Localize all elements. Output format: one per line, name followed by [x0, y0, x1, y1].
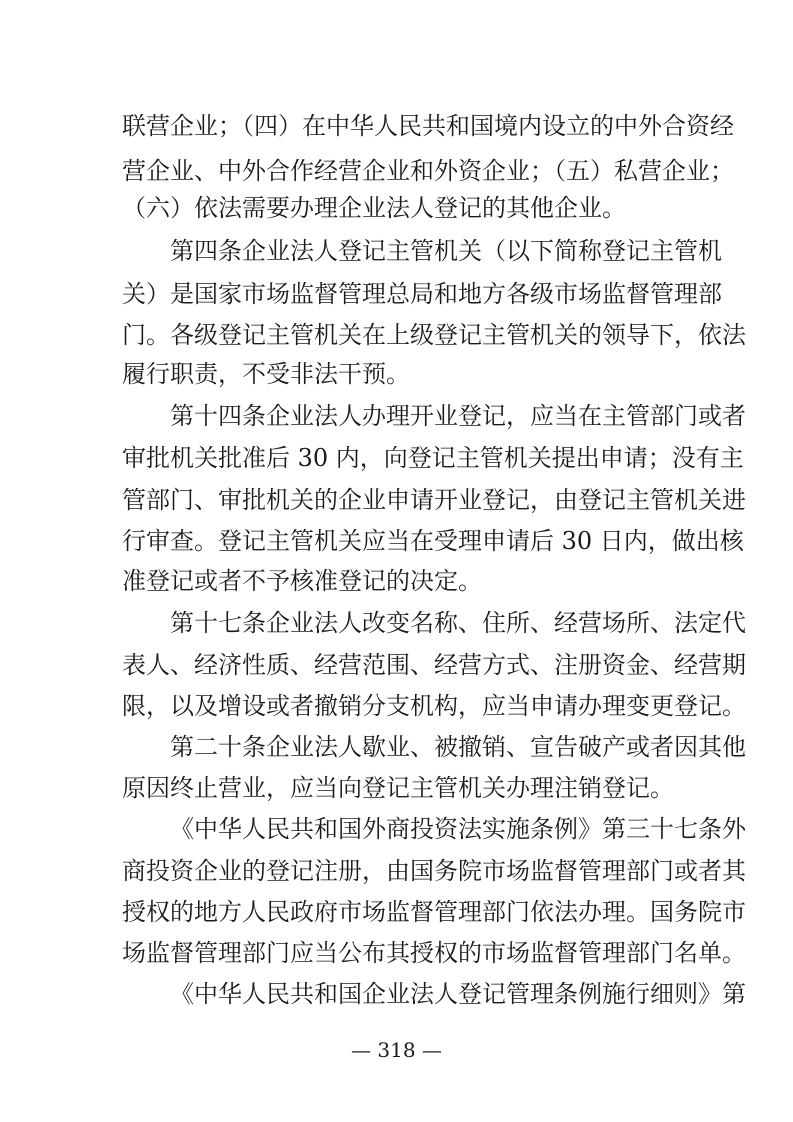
text-line: （六）依法需要办理企业法人登记的其他企业。: [122, 194, 626, 222]
page-number: — 318 —: [351, 1038, 442, 1062]
text-line: 行审查。登记主管机关应当在受理申请后 30 日内，做出核: [122, 527, 744, 555]
text-line: 限，以及增设或者撤销分支机构，应当申请办理变更登记。: [122, 692, 746, 720]
text-line: 授权的地方人民政府市场监督管理部门依法办理。国务院市: [122, 898, 746, 926]
text-line: 营企业、中外合作经营企业和外资企业；（五）私营企业；: [122, 157, 734, 185]
text-line: 原因终止营业，应当向登记主管机关办理注销登记。: [122, 774, 674, 802]
paragraph-start-article-4: 第四条企业法人登记主管机关（以下简称登记主管机: [170, 237, 722, 265]
text-line: 管部门、审批机关的企业申请开业登记，由登记主管机关进: [122, 486, 746, 514]
paragraph-start-foreign-investment-law: 《中华人民共和国外商投资法实施条例》第三十七条外: [170, 815, 746, 843]
text-line: 准登记或者不予核准登记的决定。: [122, 567, 482, 595]
text-line: 场监督管理部门应当公布其授权的市场监督管理部门名单。: [122, 939, 746, 967]
paragraph-start-implementation-rules: 《中华人民共和国企业法人登记管理条例施行细则》第: [170, 980, 746, 1008]
paragraph-start-article-17: 第十七条企业法人改变名称、住所、经营场所、法定代: [170, 609, 746, 637]
text-line: 门。各级登记主管机关在上级登记主管机关的领导下，依法: [122, 321, 746, 349]
text-line: 审批机关批准后 30 内，向登记主管机关提出申请；没有主: [122, 444, 744, 472]
text-line: 联营企业；（四）在中华人民共和国境内设立的中外合资经: [122, 112, 734, 140]
text-line: 履行职责，不受非法干预。: [122, 360, 410, 388]
text-line: 商投资企业的登记注册，由国务院市场监督管理部门或者其: [122, 857, 746, 885]
text-line: 关）是国家市场监督管理总局和地方各级市场监督管理部: [122, 280, 722, 308]
paragraph-start-article-20: 第二十条企业法人歇业、被撤销、宣告破产或者因其他: [170, 733, 746, 761]
text-line: 表人、经济性质、经营范围、经营方式、注册资金、经营期: [122, 651, 746, 679]
paragraph-start-article-14: 第十四条企业法人办理开业登记，应当在主管部门或者: [170, 402, 746, 430]
